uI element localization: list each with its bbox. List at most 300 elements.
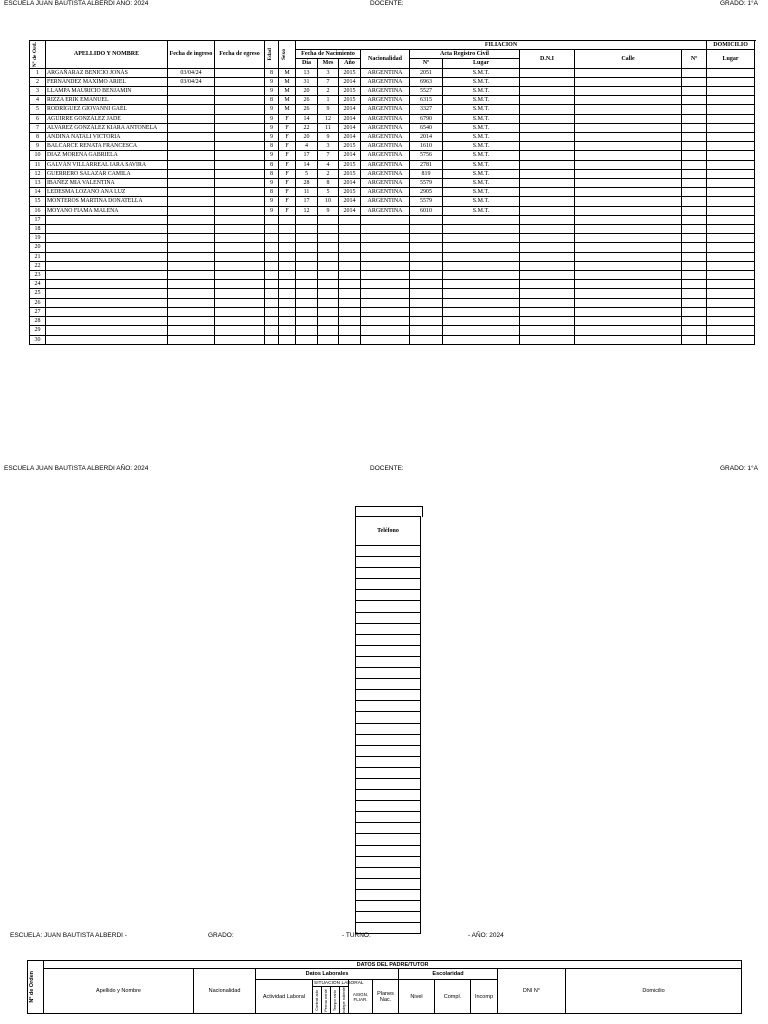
empty-cell [575,77,682,86]
empty-cell [682,151,707,160]
birth-day: 22 [296,123,318,132]
empty-cell [168,234,215,243]
empty-cell [520,77,575,86]
admission-date [168,105,215,114]
col-year: Año [339,59,361,68]
empty-cell [361,298,410,307]
t3-col-level: Nivel [399,980,435,1014]
empty-cell [707,179,755,188]
t3-situation: SITUACION LABORAL [314,980,364,986]
empty-cell [682,298,707,307]
table-row [30,114,755,123]
admission-date [168,142,215,151]
empty-cell [339,289,361,298]
empty-cell [215,252,265,261]
empty-cell [443,298,520,307]
empty-cell [575,289,682,298]
exit-date [215,188,265,197]
acta-place: S.M.T. [443,123,520,132]
empty-cell [707,252,755,261]
empty-cell [575,169,682,178]
empty-cell [443,225,520,234]
table-row [356,812,421,823]
table-row [30,307,755,316]
table-row [356,656,421,667]
empty-cell [682,234,707,243]
empty-cell [520,215,575,224]
empty-cell [707,68,755,77]
empty-cell [443,234,520,243]
table-row [30,179,755,188]
birth-month: 8 [318,179,339,188]
birth-year: 2015 [339,188,361,197]
student-name: ARGAÑARAZ BENICIO JONÁS [46,68,168,77]
empty-cell [520,298,575,307]
empty-cell [296,215,318,224]
row-number: 5 [30,105,46,114]
row-number: 24 [30,280,46,289]
empty-cell [707,188,755,197]
empty-cell [575,280,682,289]
empty-cell [682,317,707,326]
empty-cell [279,307,296,316]
birth-year: 2014 [339,151,361,160]
header3-grade: GRADO: [208,932,234,939]
age: 9 [265,114,279,123]
empty-cell [707,123,755,132]
age: 9 [265,77,279,86]
acta-place: S.M.T. [443,206,520,215]
sex: M [279,105,296,114]
empty-cell [575,243,682,252]
empty-cell [46,326,168,335]
empty-cell [318,280,339,289]
phone-cell [356,912,421,923]
exit-date [215,105,265,114]
empty-cell [339,215,361,224]
table-row [356,590,421,601]
table-row [30,96,755,105]
table-row [356,889,421,900]
admission-date [168,87,215,96]
empty-cell [265,317,279,326]
birth-year: 2014 [339,197,361,206]
empty-cell [575,68,682,77]
acta-number: 6315 [410,96,443,105]
sex: F [279,169,296,178]
acta-number: 3327 [410,105,443,114]
table-row [356,546,421,557]
birth-year: 2014 [339,105,361,114]
admission-date [168,133,215,142]
empty-cell [296,280,318,289]
table-row [356,767,421,778]
col-age: Edad [265,41,279,69]
birth-month: 2 [318,87,339,96]
exit-date [215,169,265,178]
admission-date [168,188,215,197]
table-row [356,645,421,656]
empty-cell [410,271,443,280]
empty-cell [279,280,296,289]
birth-year: 2014 [339,114,361,123]
birth-day: 14 [296,160,318,169]
empty-cell [575,252,682,261]
empty-cell [520,335,575,344]
empty-cell [168,307,215,316]
sex: M [279,96,296,105]
empty-cell [46,261,168,270]
t3-col-address: Domicilio [566,969,742,1014]
birth-month: 9 [318,206,339,215]
student-table [29,40,755,345]
empty-cell [168,326,215,335]
col-acta-place: Lugar [443,59,520,68]
empty-cell [361,252,410,261]
table-row [356,823,421,834]
empty-cell [682,188,707,197]
acta-number: 819 [410,169,443,178]
acta-place: S.M.T. [443,77,520,86]
empty-cell [575,123,682,132]
empty-cell [361,326,410,335]
empty-cell [279,252,296,261]
table-row [356,734,421,745]
exit-date [215,179,265,188]
empty-cell [46,243,168,252]
acta-number: 6790 [410,114,443,123]
empty-cell [707,197,755,206]
birth-year: 2015 [339,68,361,77]
empty-cell [46,234,168,243]
empty-cell [46,317,168,326]
header2-grade: GRADO: 1°A [720,465,758,472]
table-row [30,280,755,289]
empty-cell [46,289,168,298]
empty-cell [265,289,279,298]
empty-cell [707,142,755,151]
empty-cell [296,252,318,261]
phone-cell [356,834,421,845]
empty-cell [520,234,575,243]
empty-cell [296,289,318,298]
birth-day: 20 [296,133,318,142]
t3-col-planes: Planes Nac. [373,980,399,1014]
phone-cell [356,845,421,856]
t3-sit-1: Perma nente [322,987,331,1014]
birth-day: 17 [296,151,318,160]
row-number: 11 [30,160,46,169]
age: 9 [265,206,279,215]
empty-cell [707,133,755,142]
birth-day: 28 [296,179,318,188]
table-row [30,317,755,326]
empty-cell [410,298,443,307]
col-nationality: Nacionalidad [361,50,410,68]
table-row [30,105,755,114]
table-row [356,801,421,812]
empty-cell [707,151,755,160]
row-number: 10 [30,151,46,160]
empty-cell [318,215,339,224]
empty-cell [361,234,410,243]
empty-cell [682,261,707,270]
col-dni: D.N.I [520,50,575,68]
empty-cell [575,206,682,215]
empty-cell [707,215,755,224]
table-row [30,87,755,96]
empty-cell [339,335,361,344]
row-number: 26 [30,298,46,307]
empty-cell [575,307,682,316]
empty-cell [296,243,318,252]
table-row [30,289,755,298]
phone-cell [356,790,421,801]
sex: F [279,206,296,215]
empty-cell [265,298,279,307]
exit-date [215,197,265,206]
header3-shift: - TURNO: [342,932,371,939]
table-row [356,867,421,878]
table-row [356,634,421,645]
empty-cell [575,114,682,123]
acta-number: 1610 [410,142,443,151]
empty-cell [265,261,279,270]
age: 9 [265,197,279,206]
acta-place: S.M.T. [443,133,520,142]
empty-cell [168,298,215,307]
birth-month: 2 [318,169,339,178]
table-row [356,901,421,912]
table-row [356,912,421,923]
table-row [30,77,755,86]
age: 9 [265,105,279,114]
empty-cell [296,335,318,344]
empty-cell [682,87,707,96]
header3-school: ESCUELA: JUAN BAUTISTA ALBERDI - [10,932,127,939]
header-school: ESCUELA JUAN BAUTISTA ALBERDI AÑO: 2024 [4,0,149,7]
empty-cell [410,234,443,243]
acta-place: S.M.T. [443,68,520,77]
birth-month: 5 [318,188,339,197]
empty-cell [339,317,361,326]
empty-cell [361,335,410,344]
row-number: 30 [30,335,46,344]
birth-month: 3 [318,68,339,77]
nationality: ARGENTINA [361,96,410,105]
empty-cell [265,271,279,280]
age: 8 [265,169,279,178]
empty-cell [361,215,410,224]
empty-cell [682,96,707,105]
empty-cell [520,326,575,335]
empty-cell [279,326,296,335]
exit-date [215,133,265,142]
table-row [356,679,421,690]
empty-cell [410,307,443,316]
phone-cell [356,656,421,667]
empty-cell [707,160,755,169]
t3-title: DATOS DEL PADRE/TUTOR [44,961,742,969]
empty-cell [520,179,575,188]
empty-cell [707,307,755,316]
empty-cell [520,197,575,206]
empty-cell [575,151,682,160]
table-row [356,878,421,889]
birth-day: 14 [296,114,318,123]
empty-cell [339,234,361,243]
table-row [30,142,755,151]
empty-cell [361,289,410,298]
table-row [30,215,755,224]
table-row [30,68,755,77]
age: 8 [265,160,279,169]
row-number: 22 [30,261,46,270]
empty-cell [410,225,443,234]
phone-cell [356,889,421,900]
exit-date [215,77,265,86]
empty-cell [520,96,575,105]
table-row [30,243,755,252]
row-number: 18 [30,225,46,234]
empty-cell [279,289,296,298]
phone-cell [356,645,421,656]
phone-cell [356,823,421,834]
empty-cell [575,87,682,96]
empty-cell [46,335,168,344]
birth-day: 13 [296,68,318,77]
t3-sit-2: Tempo rario [331,987,340,1014]
birth-month: 12 [318,114,339,123]
empty-cell [707,261,755,270]
empty-cell [682,197,707,206]
acta-place: S.M.T. [443,197,520,206]
empty-cell [318,307,339,316]
row-number: 25 [30,289,46,298]
table-row [30,206,755,215]
table-row [30,261,755,270]
table-row [30,133,755,142]
empty-cell [215,271,265,280]
empty-cell [575,179,682,188]
empty-cell [575,225,682,234]
col-exit: Fecha de egreso [215,41,265,69]
exit-date [215,68,265,77]
exit-date [215,96,265,105]
empty-cell [339,225,361,234]
admission-date [168,206,215,215]
phone-cell [356,546,421,557]
nationality: ARGENTINA [361,206,410,215]
table-row [30,335,755,344]
phone-table [355,516,421,934]
empty-cell [410,317,443,326]
t3-sit-0: Contrat ado [313,987,322,1014]
exit-date [215,206,265,215]
empty-cell [682,271,707,280]
phone-cell [356,856,421,867]
phone-cell [356,867,421,878]
phone-cell [356,778,421,789]
empty-cell [296,225,318,234]
table-row [30,169,755,178]
empty-cell [575,261,682,270]
table-row [356,568,421,579]
table-row [30,151,755,160]
empty-cell [168,317,215,326]
empty-cell [443,243,520,252]
t3-col-order: Nº de Orden [28,961,44,1014]
table-row [30,326,755,335]
nationality: ARGENTINA [361,188,410,197]
empty-cell [339,252,361,261]
empty-cell [443,261,520,270]
birth-year: 2014 [339,123,361,132]
phone-cell [356,701,421,712]
empty-cell [520,271,575,280]
table-row [30,160,755,169]
empty-cell [520,142,575,151]
row-number: 21 [30,252,46,261]
empty-cell [361,225,410,234]
student-name: LEDESMA LOZANO ANA LUZ [46,188,168,197]
phone-cell [356,812,421,823]
empty-cell [682,133,707,142]
empty-cell [575,317,682,326]
empty-cell [215,280,265,289]
empty-cell [682,307,707,316]
empty-cell [296,307,318,316]
birth-year: 2015 [339,169,361,178]
age: 9 [265,179,279,188]
header3-year: - AÑO: 2024 [468,932,504,939]
empty-cell [361,271,410,280]
empty-cell [279,298,296,307]
age: 9 [265,151,279,160]
empty-cell [361,307,410,316]
empty-cell [265,280,279,289]
empty-cell [707,271,755,280]
admission-date [168,179,215,188]
empty-cell [520,169,575,178]
header-grade: GRADO: 1°A [720,0,758,7]
student-name: FERNÁNDEZ MAXIMO ARIEL [46,77,168,86]
empty-cell [707,105,755,114]
age: 9 [265,123,279,132]
row-number: 14 [30,188,46,197]
phone-cell [356,712,421,723]
phone-cell [356,679,421,690]
empty-cell [410,215,443,224]
nationality: ARGENTINA [361,142,410,151]
empty-cell [339,280,361,289]
empty-cell [443,271,520,280]
phone-cell [356,801,421,812]
admission-date: 03/04/24 [168,77,215,86]
table-row [356,745,421,756]
student-name: AGUIRRE GONZÁLEZ JADE [46,114,168,123]
empty-cell [339,298,361,307]
col-birth: Fecha de Nacimiento [296,50,361,59]
row-number: 23 [30,271,46,280]
empty-cell [215,307,265,316]
birth-day: 26 [296,105,318,114]
empty-cell [265,307,279,316]
empty-cell [682,142,707,151]
empty-cell [520,123,575,132]
t3-col-name: Apellido y Nombre [44,969,194,1014]
age: 8 [265,142,279,151]
